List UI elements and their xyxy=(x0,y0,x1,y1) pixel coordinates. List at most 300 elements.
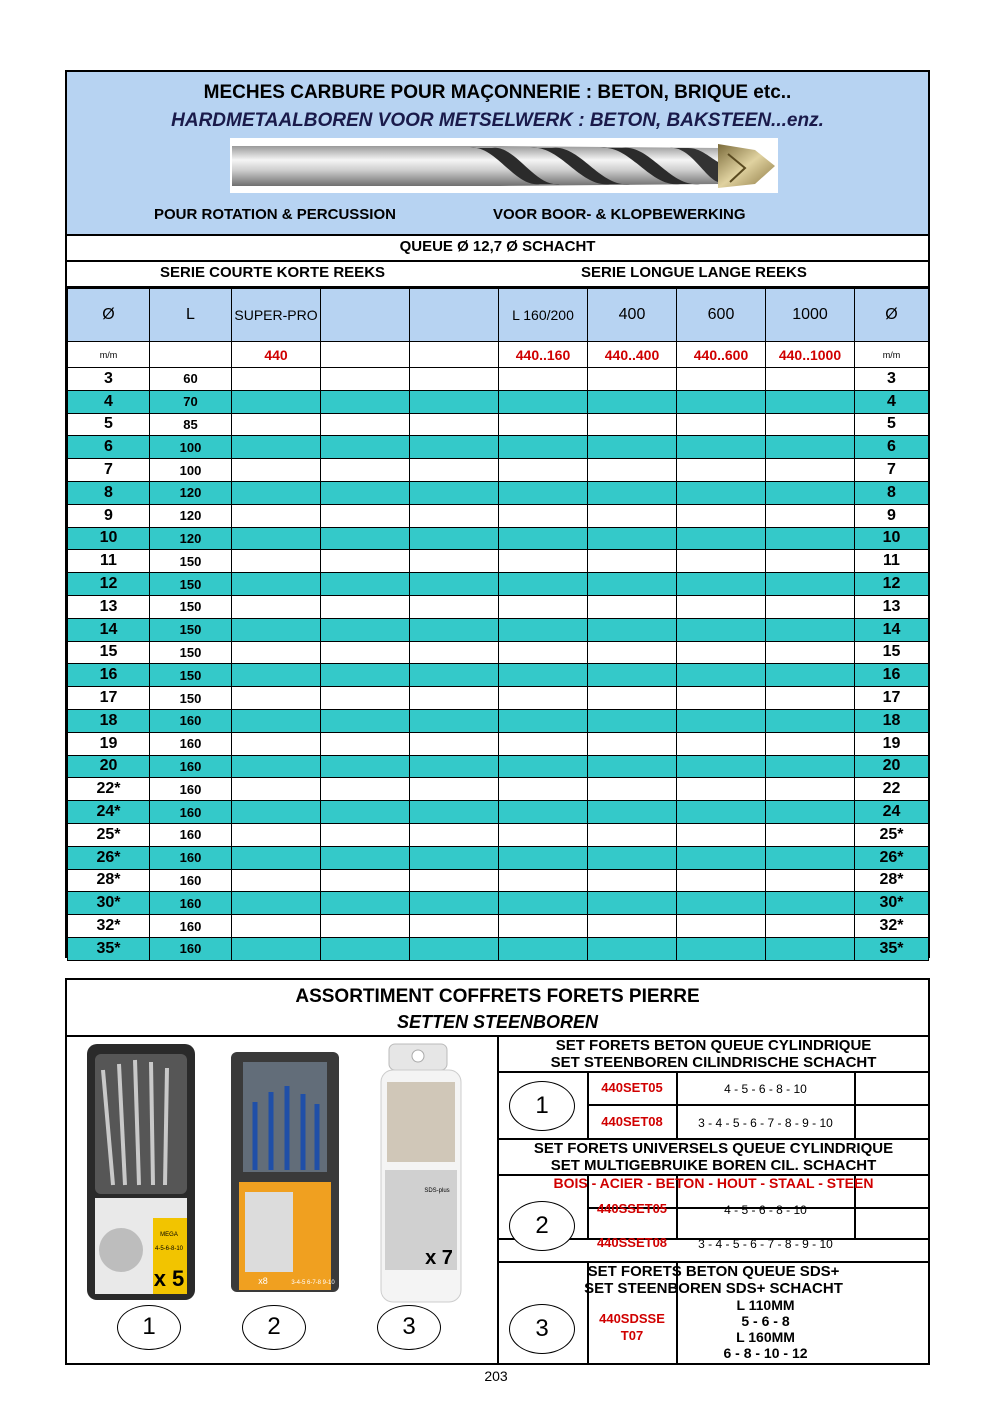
diameter-cell: 25* xyxy=(68,823,150,846)
availability-cell xyxy=(410,732,499,755)
availability-cell xyxy=(410,618,499,641)
availability-cell xyxy=(766,504,855,527)
availability-cell xyxy=(410,846,499,869)
availability-cell xyxy=(499,892,588,915)
table-row xyxy=(68,436,929,459)
table-row xyxy=(68,709,929,732)
set-3-sizes-2: 6 - 8 - 10 - 12 xyxy=(723,1345,808,1361)
availability-cell xyxy=(588,664,677,687)
series-short-label: SERIE COURTE KORTE REEKS xyxy=(160,264,386,281)
availability-cell xyxy=(410,801,499,824)
availability-cell xyxy=(677,527,766,550)
table-row xyxy=(68,459,929,482)
availability-cell xyxy=(499,481,588,504)
availability-cell xyxy=(410,641,499,664)
availability-cell xyxy=(499,937,588,960)
set-1-header xyxy=(499,1037,928,1071)
set-3-length-2: L 160MM xyxy=(736,1329,795,1345)
table-row xyxy=(68,687,929,710)
diameter-cell: 32* xyxy=(68,915,150,938)
shank-label: QUEUE Ø 12,7 Ø SCHACHT xyxy=(399,238,596,255)
diameter-cell: 3 xyxy=(68,368,150,391)
availability-cell xyxy=(766,481,855,504)
availability-cell xyxy=(232,390,321,413)
availability-cell xyxy=(232,755,321,778)
availability-cell xyxy=(766,709,855,732)
availability-cell xyxy=(677,573,766,596)
availability-cell xyxy=(410,778,499,801)
diameter-cell: 24 xyxy=(855,801,929,824)
availability-cell xyxy=(410,915,499,938)
availability-cell xyxy=(766,755,855,778)
table-row xyxy=(68,823,929,846)
availability-cell xyxy=(410,823,499,846)
availability-cell xyxy=(588,755,677,778)
availability-cell xyxy=(232,732,321,755)
availability-cell xyxy=(677,915,766,938)
availability-cell xyxy=(321,504,410,527)
diameter-cell: 12 xyxy=(855,573,929,596)
availability-cell xyxy=(321,618,410,641)
availability-cell xyxy=(321,778,410,801)
table-row xyxy=(68,641,929,664)
availability-cell xyxy=(588,481,677,504)
diameter-cell: 6 xyxy=(68,436,150,459)
title-fr: MECHES CARBURE POUR MAÇONNERIE : BETON, BRIQUE etc.. xyxy=(203,82,792,103)
table-row xyxy=(68,869,929,892)
set-3-title-fr: SET FORETS BETON QUEUE SDS+ xyxy=(587,1263,840,1280)
use-nl: VOOR BOOR- & KLOPBEWERKING xyxy=(493,206,746,223)
availability-cell xyxy=(232,368,321,391)
availability-cell xyxy=(766,732,855,755)
photo-number-3: 3 xyxy=(377,1305,441,1350)
article-code: 440..400 xyxy=(588,342,677,368)
availability-cell xyxy=(410,368,499,391)
availability-cell xyxy=(499,527,588,550)
availability-cell xyxy=(499,618,588,641)
length-cell: 150 xyxy=(150,595,232,618)
series-bar xyxy=(67,260,928,288)
diameter-cell: 18 xyxy=(68,709,150,732)
availability-cell xyxy=(766,436,855,459)
availability-cell xyxy=(766,413,855,436)
set-3-title-nl: SET STEENBOREN SDS+ SCHACHT xyxy=(584,1280,843,1297)
availability-cell xyxy=(677,550,766,573)
tube-3-count: x 7 xyxy=(425,1247,453,1269)
availability-cell xyxy=(588,846,677,869)
table-row xyxy=(68,550,929,573)
tube-3-label: SDS-plus xyxy=(424,1188,450,1194)
availability-cell xyxy=(321,459,410,482)
article-code: 440..1000 xyxy=(766,342,855,368)
title-nl: HARDMETAALBOREN VOOR METSELWERK : BETON, BAKSTEEN...enz. xyxy=(171,110,824,131)
set-sizes: 4 - 5 - 6 - 8 - 10 xyxy=(724,1082,807,1096)
length-cell: 160 xyxy=(150,915,232,938)
diameter-cell: 19 xyxy=(855,732,929,755)
availability-cell xyxy=(677,732,766,755)
availability-cell xyxy=(766,869,855,892)
availability-cell xyxy=(499,504,588,527)
availability-cell xyxy=(588,915,677,938)
article-code xyxy=(321,342,410,368)
availability-cell xyxy=(677,869,766,892)
availability-cell xyxy=(588,823,677,846)
diameter-cell: 18 xyxy=(855,709,929,732)
availability-cell xyxy=(321,846,410,869)
set-3-number: 3 xyxy=(509,1304,575,1354)
article-code: 440..600 xyxy=(677,342,766,368)
table-header-row xyxy=(68,289,929,342)
availability-cell xyxy=(232,709,321,732)
diameter-cell: 15 xyxy=(68,641,150,664)
availability-cell xyxy=(677,709,766,732)
diameter-cell: 16 xyxy=(68,664,150,687)
diameter-cell: 10 xyxy=(68,527,150,550)
availability-cell xyxy=(499,687,588,710)
set-2-title-fr: SET FORETS UNIVERSELS QUEUE CYLINDRIQUE xyxy=(533,1140,894,1157)
length-cell: 160 xyxy=(150,937,232,960)
table-row xyxy=(68,937,929,960)
availability-cell xyxy=(588,937,677,960)
sets-title-fr: ASSORTIMENT COFFRETS FORETS PIERRE xyxy=(295,986,700,1007)
availability-cell xyxy=(588,504,677,527)
case-2-count: x8 xyxy=(258,1276,268,1286)
drill-case-2-image xyxy=(221,1042,351,1304)
availability-cell xyxy=(232,413,321,436)
diameter-cell: 22* xyxy=(68,778,150,801)
drill-sizes-table xyxy=(67,288,929,961)
availability-cell xyxy=(321,550,410,573)
availability-cell xyxy=(232,823,321,846)
catalog-header xyxy=(67,72,928,236)
availability-cell xyxy=(677,778,766,801)
set-3-sizes-1: 5 - 6 - 8 xyxy=(741,1313,790,1329)
availability-cell xyxy=(677,823,766,846)
availability-cell xyxy=(766,778,855,801)
availability-cell xyxy=(232,459,321,482)
length-cell: 150 xyxy=(150,618,232,641)
availability-cell xyxy=(321,709,410,732)
length-cell: 85 xyxy=(150,413,232,436)
article-code: 440 xyxy=(232,342,321,368)
availability-cell xyxy=(232,618,321,641)
availability-cell xyxy=(766,595,855,618)
availability-cell xyxy=(677,595,766,618)
diameter-cell: 11 xyxy=(68,550,150,573)
set-3-header xyxy=(499,1263,928,1297)
set-1-title-nl: SET STEENBOREN CILINDRISCHE SCHACHT xyxy=(550,1054,877,1071)
table-row xyxy=(68,732,929,755)
length-cell: 150 xyxy=(150,550,232,573)
diameter-cell: 35* xyxy=(855,937,929,960)
length-cell: 150 xyxy=(150,664,232,687)
set-3-code xyxy=(588,1310,676,1344)
availability-cell xyxy=(232,436,321,459)
availability-cell xyxy=(677,892,766,915)
availability-cell xyxy=(499,595,588,618)
diameter-cell: 19 xyxy=(68,732,150,755)
table-row xyxy=(68,778,929,801)
availability-cell xyxy=(499,573,588,596)
availability-cell xyxy=(232,869,321,892)
availability-cell xyxy=(766,390,855,413)
availability-cell xyxy=(499,801,588,824)
diameter-cell: 7 xyxy=(68,459,150,482)
shank-bar xyxy=(67,234,928,262)
availability-cell xyxy=(588,801,677,824)
availability-cell xyxy=(499,778,588,801)
availability-cell xyxy=(588,527,677,550)
availability-cell xyxy=(321,755,410,778)
availability-cell xyxy=(321,915,410,938)
diameter-cell: 30* xyxy=(855,892,929,915)
diameter-cell: 13 xyxy=(68,595,150,618)
availability-cell xyxy=(499,641,588,664)
diameter-cell: 26* xyxy=(855,846,929,869)
availability-cell xyxy=(232,778,321,801)
availability-cell xyxy=(677,641,766,664)
sets-title-nl: SETTEN STEENBOREN xyxy=(396,1012,599,1032)
availability-cell xyxy=(410,390,499,413)
availability-cell xyxy=(499,823,588,846)
table-row xyxy=(68,595,929,618)
table-row xyxy=(68,368,929,391)
diameter-cell: 28* xyxy=(68,869,150,892)
availability-cell xyxy=(588,778,677,801)
diameter-cell: 35* xyxy=(68,937,150,960)
table-row xyxy=(68,413,929,436)
diameter-cell: 6 xyxy=(855,436,929,459)
availability-cell xyxy=(499,368,588,391)
availability-cell xyxy=(677,618,766,641)
availability-cell xyxy=(677,481,766,504)
availability-cell xyxy=(321,641,410,664)
availability-cell xyxy=(588,687,677,710)
column-header xyxy=(321,289,410,342)
availability-cell xyxy=(321,527,410,550)
availability-cell xyxy=(410,687,499,710)
table-row xyxy=(68,664,929,687)
availability-cell xyxy=(232,595,321,618)
column-header: 1000 xyxy=(766,289,855,342)
set-2-title-nl: SET MULTIGEBRUIKE BOREN CIL. SCHACHT xyxy=(550,1157,877,1174)
set-sizes: 3 - 4 - 5 - 6 - 7 - 8 - 9 - 10 xyxy=(698,1237,833,1251)
availability-cell xyxy=(588,641,677,664)
availability-cell xyxy=(321,573,410,596)
set-3-length-1: L 110MM xyxy=(736,1297,795,1313)
diameter-cell: 16 xyxy=(855,664,929,687)
availability-cell xyxy=(588,892,677,915)
diameter-cell: 9 xyxy=(68,504,150,527)
availability-cell xyxy=(321,937,410,960)
page-number: 203 xyxy=(484,1368,508,1384)
column-header: L 160/200 xyxy=(499,289,588,342)
column-header: Ø xyxy=(68,289,150,342)
diameter-cell: 15 xyxy=(855,641,929,664)
set-1-title-fr: SET FORETS BETON QUEUE CYLINDRIQUE xyxy=(555,1037,872,1054)
article-code xyxy=(150,342,232,368)
length-cell: 60 xyxy=(150,368,232,391)
diameter-cell: 9 xyxy=(855,504,929,527)
availability-cell xyxy=(766,641,855,664)
diameter-cell: 8 xyxy=(855,481,929,504)
availability-cell xyxy=(410,550,499,573)
length-cell: 160 xyxy=(150,709,232,732)
length-cell: 160 xyxy=(150,732,232,755)
availability-cell xyxy=(321,413,410,436)
availability-cell xyxy=(588,595,677,618)
availability-cell xyxy=(410,481,499,504)
diameter-cell: 13 xyxy=(855,595,929,618)
table-code-row xyxy=(68,342,929,368)
column-header: L xyxy=(150,289,232,342)
availability-cell xyxy=(410,755,499,778)
table-row xyxy=(68,846,929,869)
case-1-sizes: 4-5-6-8-10 xyxy=(154,1246,184,1252)
set-code: 440SET05 xyxy=(601,1080,663,1095)
availability-cell xyxy=(677,459,766,482)
availability-cell xyxy=(766,915,855,938)
drill-tube-3-image xyxy=(365,1042,485,1304)
article-code: 440..160 xyxy=(499,342,588,368)
availability-cell xyxy=(766,846,855,869)
availability-cell xyxy=(766,618,855,641)
availability-cell xyxy=(677,504,766,527)
diameter-cell: 25* xyxy=(855,823,929,846)
drill-catalog-table-frame xyxy=(65,70,930,958)
diameter-cell: 8 xyxy=(68,481,150,504)
diameter-cell: 24* xyxy=(68,801,150,824)
availability-cell xyxy=(410,664,499,687)
set-3-specs xyxy=(677,1297,854,1361)
availability-cell xyxy=(321,801,410,824)
length-cell: 160 xyxy=(150,846,232,869)
availability-cell xyxy=(410,413,499,436)
availability-cell xyxy=(499,436,588,459)
diameter-cell: 4 xyxy=(68,390,150,413)
availability-cell xyxy=(588,413,677,436)
drill-bit-image xyxy=(230,138,778,193)
drill-case-1-image xyxy=(73,1040,203,1302)
table-row xyxy=(68,504,929,527)
table-row xyxy=(68,915,929,938)
length-cell: 150 xyxy=(150,641,232,664)
availability-cell xyxy=(410,527,499,550)
availability-cell xyxy=(410,459,499,482)
length-cell: 160 xyxy=(150,778,232,801)
case-2-sizes: 3-4-5 6-7-8 9-10 xyxy=(291,1280,335,1286)
table-row xyxy=(68,892,929,915)
availability-cell xyxy=(410,504,499,527)
availability-cell xyxy=(677,937,766,960)
availability-cell xyxy=(499,550,588,573)
length-cell: 160 xyxy=(150,892,232,915)
length-cell: 150 xyxy=(150,687,232,710)
table-row xyxy=(68,755,929,778)
availability-cell xyxy=(321,481,410,504)
length-cell: 70 xyxy=(150,390,232,413)
availability-cell xyxy=(766,823,855,846)
availability-cell xyxy=(766,527,855,550)
availability-cell xyxy=(766,801,855,824)
case-1-label: MEGA xyxy=(160,1232,178,1238)
availability-cell xyxy=(677,436,766,459)
availability-cell xyxy=(766,459,855,482)
column-header: 600 xyxy=(677,289,766,342)
availability-cell xyxy=(499,869,588,892)
set-1-number: 1 xyxy=(509,1081,575,1131)
availability-cell xyxy=(321,390,410,413)
availability-cell xyxy=(232,664,321,687)
table-row xyxy=(68,390,929,413)
availability-cell xyxy=(232,481,321,504)
availability-cell xyxy=(588,550,677,573)
diameter-cell: 17 xyxy=(855,687,929,710)
availability-cell xyxy=(232,504,321,527)
article-code xyxy=(410,342,499,368)
table-row xyxy=(68,527,929,550)
set-sizes: 3 - 4 - 5 - 6 - 7 - 8 - 9 - 10 xyxy=(698,1116,833,1130)
photo-number-1: 1 xyxy=(117,1305,181,1350)
availability-cell xyxy=(499,709,588,732)
availability-cell xyxy=(232,801,321,824)
availability-cell xyxy=(321,732,410,755)
availability-cell xyxy=(766,550,855,573)
availability-cell xyxy=(499,915,588,938)
diameter-cell: 5 xyxy=(855,413,929,436)
diameter-cell: 26* xyxy=(68,846,150,869)
availability-cell xyxy=(232,527,321,550)
set-2-materials: BOIS - ACIER - BETON - HOUT - STAAL - STEEN xyxy=(553,1175,874,1191)
availability-cell xyxy=(677,664,766,687)
availability-cell xyxy=(232,892,321,915)
availability-cell xyxy=(321,595,410,618)
diameter-cell: 10 xyxy=(855,527,929,550)
column-header: Ø xyxy=(855,289,929,342)
availability-cell xyxy=(677,390,766,413)
article-code: m/m xyxy=(68,342,150,368)
divider xyxy=(497,1035,499,1365)
availability-cell xyxy=(232,846,321,869)
set-code: 440SSET05 xyxy=(596,1201,668,1216)
series-long-label: SERIE LONGUE LANGE REEKS xyxy=(581,264,807,281)
length-cell: 150 xyxy=(150,573,232,596)
availability-cell xyxy=(321,823,410,846)
availability-cell xyxy=(588,573,677,596)
column-header xyxy=(410,289,499,342)
use-fr: POUR ROTATION & PERCUSSION xyxy=(154,206,396,223)
diameter-cell: 11 xyxy=(855,550,929,573)
availability-cell xyxy=(410,573,499,596)
availability-cell xyxy=(321,869,410,892)
availability-cell xyxy=(321,687,410,710)
diameter-cell: 3 xyxy=(855,368,929,391)
diameter-cell: 17 xyxy=(68,687,150,710)
table-row xyxy=(68,573,929,596)
length-cell: 100 xyxy=(150,436,232,459)
case-1-count: x 5 xyxy=(153,1266,185,1291)
availability-cell xyxy=(766,937,855,960)
availability-cell xyxy=(677,801,766,824)
diameter-cell: 30* xyxy=(68,892,150,915)
length-cell: 160 xyxy=(150,755,232,778)
table-row xyxy=(68,801,929,824)
availability-cell xyxy=(410,436,499,459)
set-3-code-a: 440SDSSE xyxy=(599,1311,665,1326)
availability-cell xyxy=(766,573,855,596)
availability-cell xyxy=(499,664,588,687)
table-row xyxy=(68,618,929,641)
